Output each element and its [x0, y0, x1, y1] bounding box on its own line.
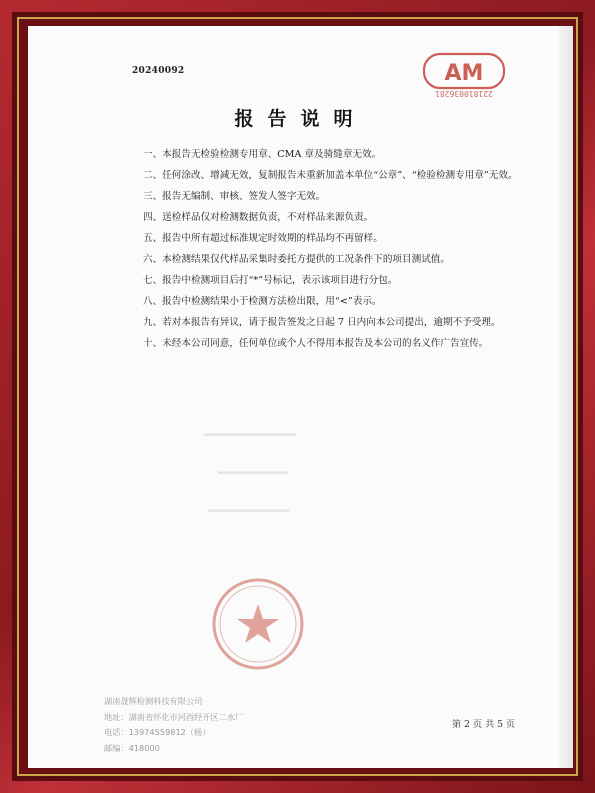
report-number: 20240092	[132, 66, 185, 76]
note-item: 十、未经本公司同意，任何单位或个人不得用本报告及本公司的名义作广告宣传。	[143, 338, 489, 349]
footer-address: 地址：湖南省怀化市河西经开区二水厂	[104, 711, 244, 722]
note-item: 七、报告中检测项目后打“*”号标记，表示该项目进行分包。	[143, 275, 398, 286]
company-seal-icon	[208, 574, 308, 674]
am-stamp-code: 221810036281	[435, 89, 493, 98]
page-spine-shadow	[559, 26, 573, 768]
am-stamp-text: AM	[444, 61, 484, 86]
note-item: 四、送检样品仅对检测数据负责，不对样品来源负责。	[143, 212, 374, 223]
footer-company: 湖南晟辉检测科技有限公司	[104, 696, 203, 706]
page-title: 报告说明	[234, 108, 367, 130]
footer-postcode: 邮编：418000	[104, 742, 160, 753]
am-stamp-icon	[420, 48, 510, 104]
note-item: 一、本报告无检验检测专用章、CMA 章及骑缝章无效。	[143, 149, 382, 160]
note-item: 八、报告中检测结果小于检测方法检出限，用“<”表示。	[143, 296, 382, 307]
note-item: 九、若对本报告有异议，请于报告签发之日起 7 日内向本公司提出，逾期不予受理。	[143, 317, 501, 328]
bleed-through-mark: ▁▁▁▁▁▁▁	[208, 494, 289, 512]
document-page	[28, 26, 573, 768]
note-item: 二、任何涂改、增减无效，复制报告未重新加盖本单位“公章”、“检验检测专用章”无效。	[143, 170, 518, 181]
footer-phone: 电话：13974559812（杨）	[104, 727, 211, 737]
footer-contact	[104, 694, 243, 756]
bleed-through-mark: ▁▁▁▁▁▁▁▁	[204, 418, 297, 436]
notes-list	[124, 146, 524, 356]
bleed-through-mark: ▁▁▁▁▁▁	[218, 456, 288, 474]
note-item: 三、报告无编制、审核、签发人签字无效。	[143, 191, 326, 202]
page-indicator: 第 2 页 共 5 页	[452, 719, 516, 730]
note-item: 五、报告中所有超过标准规定时效期的样品均不再留样。	[143, 233, 383, 244]
note-item: 六、本检测结果仅代样品采集时委托方提供的工况条件下的项目测试值。	[143, 254, 450, 265]
